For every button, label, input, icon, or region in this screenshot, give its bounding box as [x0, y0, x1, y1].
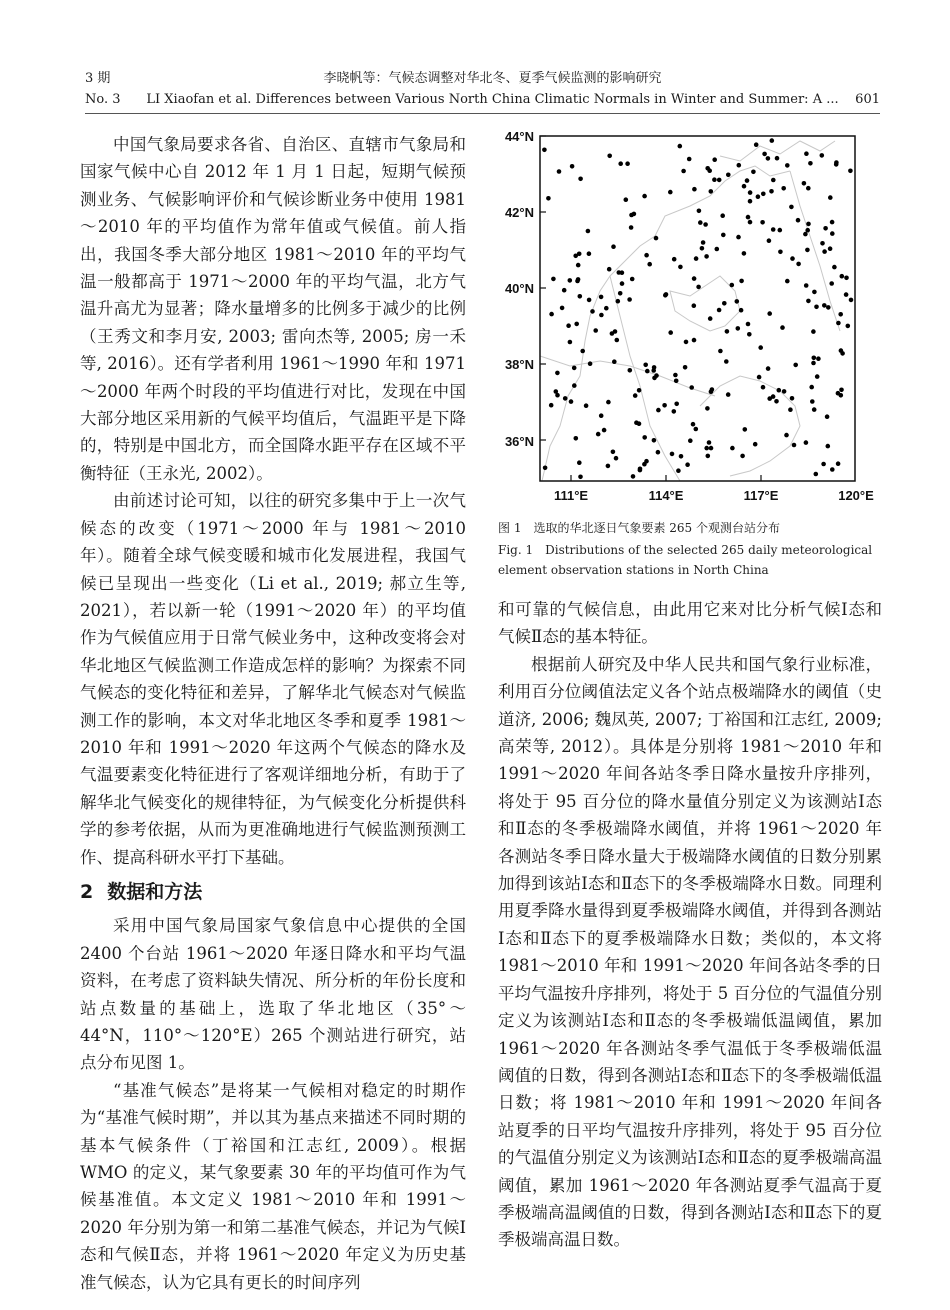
station-dot	[668, 190, 673, 195]
station-dot	[785, 279, 790, 284]
station-dot	[574, 436, 579, 441]
station-dot	[709, 446, 714, 451]
station-dot	[692, 187, 697, 192]
station-dot	[551, 277, 556, 282]
station-dot	[730, 283, 735, 288]
station-dot	[647, 262, 652, 267]
station-dot	[687, 157, 692, 162]
station-dot	[618, 161, 623, 166]
station-dot	[662, 403, 667, 408]
station-dot	[574, 322, 579, 327]
station-dot	[742, 184, 747, 189]
station-dot	[785, 163, 790, 168]
lat-label: 38°N	[504, 357, 534, 372]
station-dot	[751, 170, 756, 175]
station-dot	[568, 278, 573, 283]
axis-ticks	[540, 136, 761, 481]
station-dot	[780, 325, 785, 330]
station-dot	[828, 195, 833, 200]
station-dot	[720, 213, 725, 218]
station-dot	[746, 215, 751, 220]
station-dot	[771, 394, 776, 399]
station-dot	[812, 290, 817, 295]
station-dot	[644, 459, 649, 464]
station-dot	[578, 177, 583, 182]
section-number: 2	[80, 880, 94, 903]
station-dot	[747, 332, 752, 337]
lon-label: 111°E	[553, 488, 589, 503]
station-dot	[692, 303, 697, 308]
station-dot	[754, 142, 759, 147]
station-dot	[620, 281, 625, 286]
station-dot	[766, 156, 771, 161]
section-title: 数据和方法	[107, 880, 203, 903]
station-dot	[830, 220, 835, 225]
station-dot	[599, 313, 604, 318]
station-dot	[638, 468, 643, 473]
station-dot	[726, 392, 731, 397]
station-dot	[712, 177, 717, 182]
station-dot	[620, 270, 625, 275]
station-dot	[705, 406, 710, 411]
lat-label: 40°N	[504, 281, 534, 296]
station-dot	[651, 368, 656, 373]
station-dot	[722, 301, 727, 306]
station-dot	[726, 173, 731, 178]
paragraph: 采用中国气象局国家气象信息中心提供的全国 2400 个台站 1961～2020 年逐日降水和平均气温资料，在考虑了资料缺失情况、所分析的年份长度和站点数量的基础上，选取了华北地区（35°～44°N，110°～120°E）265 个测站进行研究，站点分布见图 1。	[80, 916, 466, 1073]
station-dot	[737, 163, 742, 168]
station-dot	[826, 444, 831, 449]
station-dot	[811, 329, 816, 334]
station-dot	[637, 388, 642, 393]
station-dot	[810, 399, 815, 404]
station-dot	[832, 265, 837, 270]
station-dot	[767, 311, 772, 316]
station-dot	[822, 249, 827, 254]
station-dot	[681, 169, 686, 174]
station-dot	[668, 330, 673, 335]
station-dot	[672, 257, 677, 262]
station-dot	[789, 205, 794, 210]
issue-en: No. 3	[85, 92, 121, 107]
paragraph: 根据前人研究及中华人民共和国气象行业标准，利用百分位阈值法定义各个站点极端降水的阈值（史道济, 2006; 魏凤英, 2007; 丁裕国和江志红, 2009; 高荣等, 2012）。具体是分别将 1981～2010 年和 1991～2020 年间各站冬季日降水量按升序排列，将处于 95 百分位的降水量值分别定义为该测站Ⅰ态和Ⅱ态的冬季极端降水阈值，并将 1961～2020 年各测站冬季日降水量大于极端降水阈值的日数分别累加得到该站Ⅰ态和Ⅱ态下的冬季极端降水日数。同理利用夏季降水量得到夏季极端降水阈值，并得到各测站Ⅰ态和Ⅱ态下的夏季极端降水日数；类似的，本文将 1981～2010 年和 1991～2020 年间各站冬季的日平均气温按升序排列，将处于 5 百分位的气温值分别定义为该测站Ⅰ态和Ⅱ态的冬季极端低温阈值，累加 1961～2020 年各测站冬季气温低于冬季极端低温阈值的日数，得到各测站Ⅰ态和Ⅱ态下的冬季极端低温日数；将 1981～2010 年和 1991～2020 年间各站夏季的日平均气温按升序排列，将处于 95 百分位的气温值分别定义为该测站Ⅰ态和Ⅱ态的夏季极端高温阈值，累加 1961～2020 年各测站夏季气温高于夏季极端高温阈值的日数，得到各测站Ⅰ态和Ⅱ态下的夏季极端高温日数。	[498, 654, 882, 1250]
station-dot	[614, 456, 619, 461]
station-dot	[796, 218, 801, 223]
station-dot	[634, 420, 639, 425]
station-dot	[769, 189, 774, 194]
station-dot	[703, 222, 708, 227]
page-number: 601	[855, 92, 880, 107]
title-cn: 李晓帆等：气候态调整对华北冬、夏季气候监测的影响研究	[323, 71, 662, 86]
right-column	[498, 596, 882, 1254]
station-dot	[706, 454, 711, 459]
station-dot	[557, 169, 562, 174]
station-dot	[599, 413, 604, 418]
station-dot	[593, 328, 598, 333]
station-dot	[736, 326, 741, 331]
station-dot	[555, 393, 560, 398]
station-dot	[625, 161, 630, 166]
paragraph: 由前述讨论可知，以往的研究多集中于上一次气候态的改变（1971～2000 年与 1981～2010 年）。随着全球气候变暖和城市化发展进程，我国气候已呈现出一些变化（Li et al., 2019; 郝立生等, 2021），若以新一轮（1991～2020 年）的平均值作为气候值应用于日常气候业务中，这种改变将会对华北地区气候监测工作造成怎样的影响？为探索不同气候态的变化特征和差异，了解华北气候态对气候监测工作的影响，本文对华北地区冬季和夏季 1981～2010 年和 1991～2020 年这两个气候态的降水及气温要素变化特征进行了客观详细地分析，有助于了解华北气候变化的规律特征，为气候变化分析提供科学的参考依据，从而为更准确地进行气候监测预测工作、提高科研水平打下基础。	[80, 491, 466, 867]
station-dot	[562, 288, 567, 293]
station-dot	[611, 244, 616, 249]
station-dot	[724, 359, 729, 364]
boundary-line	[610, 276, 680, 481]
paragraph: 和可靠的气候信息，由此用它来对比分析气候Ⅰ态和气候Ⅱ态的基本特征。	[498, 600, 882, 647]
station-dot	[599, 295, 604, 300]
station-dot	[805, 228, 810, 233]
station-dot	[654, 236, 659, 241]
station-dot	[698, 220, 703, 225]
station-dot	[697, 209, 702, 214]
station-dot	[803, 232, 808, 237]
station-dot	[683, 365, 688, 370]
boundary-line	[670, 276, 740, 331]
station-dot	[790, 256, 795, 261]
station-dot	[684, 340, 689, 345]
station-dot	[642, 194, 647, 199]
station-dot	[563, 396, 568, 401]
station-dot	[627, 297, 632, 302]
station-dot	[701, 240, 706, 245]
station-dot	[717, 178, 722, 183]
station-dot	[629, 225, 634, 230]
station-dot	[770, 138, 775, 143]
station-dot	[826, 305, 831, 310]
station-dot	[691, 422, 696, 427]
station-dot	[840, 351, 845, 356]
station-dot	[696, 285, 701, 290]
station-dot	[806, 299, 811, 304]
station-dot	[809, 385, 814, 390]
station-dot	[694, 256, 699, 261]
station-dot	[848, 169, 853, 174]
station-dot	[806, 222, 811, 227]
station-dot	[615, 338, 620, 343]
station-dot	[739, 308, 744, 313]
station-dot	[570, 164, 575, 169]
station-dot	[836, 461, 841, 466]
boundary-line	[542, 166, 790, 481]
station-dot	[689, 385, 694, 390]
station-dot	[820, 241, 825, 246]
station-dot	[642, 435, 647, 440]
station-dot	[572, 366, 577, 371]
station-dot	[812, 356, 817, 361]
station-dot	[543, 466, 548, 471]
station-dot	[740, 454, 745, 459]
station-dot	[715, 247, 720, 252]
lat-label: 44°N	[504, 129, 534, 144]
station-dot	[712, 157, 717, 162]
station-dot	[672, 409, 677, 414]
station-dot	[746, 322, 751, 327]
station-dot	[748, 190, 753, 195]
station-dot	[815, 374, 820, 379]
station-dot	[778, 228, 783, 233]
station-dot	[572, 383, 577, 388]
lat-label: 36°N	[504, 434, 534, 449]
section-heading	[80, 879, 466, 906]
station-dot	[849, 298, 854, 303]
station-dot	[643, 363, 648, 368]
station-dot	[645, 369, 650, 374]
station-dot	[654, 373, 659, 378]
left-column	[80, 131, 466, 1296]
station-dot	[612, 359, 617, 364]
station-map	[490, 126, 890, 506]
station-dot	[630, 277, 635, 282]
station-dot	[771, 178, 776, 183]
station-dot	[631, 474, 636, 479]
station-dot	[577, 252, 582, 257]
station-dot	[616, 299, 621, 304]
station-dot	[825, 414, 830, 419]
station-dot	[611, 450, 616, 455]
paragraph: “基准气候态”是将某一气候相对稳定的时期作为“基准气候时期”，并以其为基点来描述不同时期的基本气候条件（丁裕国和江志红, 2009）。根据 WMO 的定义，某气象要素 30 年的平均值可作为气候基准值。本文定义 1981～2010 年和 1991～2020 年分别为第一和第二基准气候态，并记为气候Ⅰ态和气候Ⅱ态，并将 1961～2020 年定义为历史基准气候态，认为它具有更长的时间序列	[80, 1080, 466, 1292]
station-dot	[761, 385, 766, 390]
station-dot	[577, 460, 582, 465]
station-dot	[704, 446, 709, 451]
station-dot	[816, 356, 821, 361]
station-dot	[678, 265, 683, 270]
station-dot	[708, 316, 713, 321]
station-dot	[586, 229, 591, 234]
station-dot	[576, 263, 581, 268]
lat-label: 42°N	[504, 205, 534, 220]
station-dot	[590, 309, 595, 314]
station-dot	[777, 388, 782, 393]
station-dot	[739, 279, 744, 284]
station-dot	[761, 192, 766, 197]
station-dot	[846, 324, 851, 329]
station-dot	[823, 226, 828, 231]
station-dot	[664, 292, 669, 297]
station-dot	[756, 194, 761, 199]
station-dot	[587, 251, 592, 256]
station-dot	[700, 246, 705, 251]
station-dot	[814, 472, 819, 477]
station-dot	[788, 407, 793, 412]
station-dot	[692, 338, 697, 343]
station-dot	[580, 349, 585, 354]
station-dot	[748, 220, 753, 225]
boundary-line	[540, 356, 715, 396]
station-dot	[725, 329, 730, 334]
station-dot	[822, 303, 827, 308]
paragraph: 中国气象局要求各省、自治区、直辖市气象局和国家气候中心自 2012 年 1 月 1 日起，短期气候预测业务、气候影响评价和气候诊断业务中使用 1981～2010 年的平均值作为常年值或气候值。前人指出，我国冬季大部分地区 1981～2010 年的平均气温一般都高于 1971～2000 年的平均气温，北方气温升高尤为显著；降水量增多的比例多于减少的比例（王秀文和李月安, 2003; 雷向杰等, 2005; 房一禾等, 2016）。还有学者利用 1961～1990 年和 1971～2000 年两个时段的平均值进行对比，发现在中国大部分地区采用新的气候平均值后，气温距平是下降的，特别是中国北方，而全国降水距平存在区域不平衡特征（王永光, 2002）。	[80, 135, 466, 483]
issue-cn: 3 期	[85, 71, 111, 86]
station-dot	[757, 375, 762, 380]
station-dot	[736, 235, 741, 240]
station-dot	[596, 432, 601, 437]
station-dot	[748, 199, 753, 204]
station-dot	[560, 306, 565, 311]
station-dot	[656, 450, 661, 455]
station-dot	[707, 440, 712, 445]
station-dot	[838, 312, 843, 317]
station-dot	[578, 294, 583, 299]
station-dot	[587, 298, 592, 303]
station-dot	[805, 248, 810, 253]
station-dot	[710, 387, 715, 392]
station-dot	[613, 329, 618, 334]
station-dot	[804, 283, 809, 288]
station-dot	[588, 361, 593, 366]
station-dot	[692, 276, 697, 281]
station-dot	[546, 196, 551, 201]
station-dot	[808, 161, 813, 166]
station-dot	[555, 371, 560, 376]
lon-label: 114°E	[648, 488, 684, 503]
station-dot	[839, 393, 844, 398]
station-dot	[792, 443, 797, 448]
station-dot	[674, 379, 679, 384]
station-dot	[745, 178, 750, 183]
station-dot	[811, 361, 816, 366]
lon-label: 117°E	[743, 488, 779, 503]
station-dot	[836, 321, 841, 326]
station-dot	[829, 281, 834, 286]
station-dot	[762, 152, 767, 157]
station-dot	[628, 368, 633, 373]
station-dot	[821, 462, 826, 467]
station-dot	[568, 340, 573, 345]
station-dot	[717, 308, 722, 313]
station-dot	[606, 400, 611, 405]
station-dot	[806, 186, 811, 191]
station-dot	[566, 323, 571, 328]
station-dot	[760, 220, 765, 225]
station-dot	[709, 189, 714, 194]
station-dot	[618, 291, 623, 296]
station-dot	[718, 349, 723, 354]
station-dots	[542, 138, 853, 479]
station-dot	[774, 399, 779, 404]
station-dot	[607, 267, 612, 272]
station-dot	[812, 407, 817, 412]
station-dot	[674, 402, 679, 407]
station-dot	[673, 373, 678, 378]
station-dot	[633, 393, 638, 398]
station-dot	[735, 299, 740, 304]
station-dot	[569, 399, 574, 404]
station-dot	[578, 475, 583, 480]
station-dot	[802, 181, 807, 186]
figure-caption-cn: 图 1 选取的华北逐日气象要素 265 个观测台站分布	[498, 521, 780, 535]
station-dot	[678, 144, 683, 149]
station-dot	[782, 389, 787, 394]
station-dot	[685, 462, 690, 467]
station-dot	[781, 186, 786, 191]
station-dot	[607, 154, 612, 159]
station-dot	[758, 345, 763, 350]
station-dot	[542, 148, 547, 153]
title-en: LI Xiaofan et al. Differences between Various North China Climatic Normals in Winter and Summer: A ...	[146, 92, 839, 107]
station-dot	[670, 452, 675, 457]
station-dot	[839, 388, 844, 393]
station-dot	[814, 305, 819, 310]
station-dot	[766, 366, 771, 371]
station-dot	[796, 262, 801, 267]
station-dot	[676, 468, 681, 473]
station-dot	[743, 427, 748, 432]
station-dot	[828, 246, 833, 251]
station-dot	[704, 254, 709, 259]
station-map-figure	[490, 126, 890, 506]
station-dot	[753, 442, 758, 447]
figure-caption-en: Fig. 1 Distributions of the selected 265 daily meteorological element observation stations in North China	[498, 543, 873, 577]
station-dot	[844, 292, 849, 297]
station-dot	[707, 168, 712, 173]
station-dot	[820, 153, 825, 158]
station-dot	[656, 408, 661, 413]
station-dot	[771, 227, 776, 232]
station-dot	[694, 427, 699, 432]
lon-label: 120°E	[838, 488, 874, 503]
station-dot	[652, 438, 657, 443]
province-boundaries	[540, 141, 840, 481]
station-dot	[576, 277, 581, 282]
station-dot	[793, 363, 798, 368]
station-dot	[784, 433, 789, 438]
station-dot	[688, 438, 693, 443]
station-dot	[834, 160, 839, 165]
station-dot	[804, 151, 809, 156]
station-dot	[840, 274, 845, 279]
header-rule	[85, 113, 880, 114]
station-dot	[742, 251, 747, 256]
station-dot	[604, 306, 609, 311]
station-dot	[830, 231, 835, 236]
station-dot	[606, 464, 611, 469]
station-dot	[584, 403, 589, 408]
station-dot	[721, 233, 726, 238]
station-dot	[844, 276, 849, 281]
station-dot	[624, 197, 629, 202]
station-dot	[679, 454, 684, 459]
station-dot	[778, 250, 783, 255]
station-dot	[730, 446, 735, 451]
station-dot	[775, 156, 780, 161]
station-dot	[602, 428, 607, 433]
station-dot	[804, 440, 809, 445]
station-dot	[767, 238, 772, 243]
station-dot	[549, 312, 554, 317]
station-dot	[790, 396, 795, 401]
station-dot	[629, 213, 634, 218]
station-dot	[549, 403, 554, 408]
station-dot	[830, 467, 835, 472]
station-dot	[644, 253, 649, 258]
